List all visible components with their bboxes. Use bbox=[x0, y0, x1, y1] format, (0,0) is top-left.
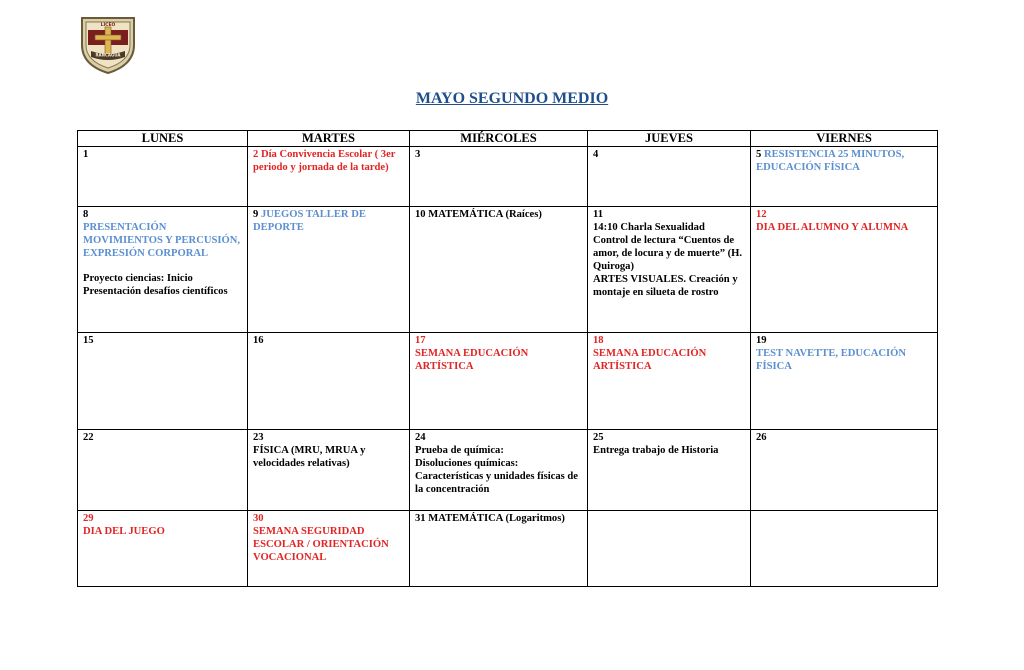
day-event: SEMANA SEGURIDAD ESCOLAR / ORIENTACIÓN VOCACIONAL bbox=[253, 526, 389, 564]
week-row bbox=[78, 511, 938, 587]
day-number: 8 bbox=[83, 209, 89, 221]
calendar-table bbox=[77, 130, 938, 587]
day-cell-31 bbox=[410, 511, 588, 587]
day-note: Presentación desafíos científicos bbox=[83, 285, 228, 297]
day-number: 18 bbox=[593, 335, 604, 347]
school-crest-logo bbox=[79, 15, 137, 75]
day-note: Entrega trabajo de Historia bbox=[593, 445, 719, 457]
day-number: 12 bbox=[756, 209, 767, 221]
day-note: Disoluciones químicas: bbox=[415, 458, 519, 470]
day-number: 25 bbox=[593, 432, 604, 444]
day-cell-19 bbox=[751, 333, 938, 430]
day-cell-23 bbox=[248, 430, 410, 511]
day-event: SEMANA EDUCACIÓN ARTÍSTICA bbox=[415, 348, 529, 373]
day-event: 31 MATEMÁTICA (Logaritmos) bbox=[415, 513, 565, 525]
day-cell-30 bbox=[248, 511, 410, 587]
day-cell-10 bbox=[410, 207, 588, 333]
day-cell-15 bbox=[78, 333, 248, 430]
day-cell-empty bbox=[751, 511, 938, 587]
day-number: 17 bbox=[415, 335, 426, 347]
header-lunes: LUNES bbox=[78, 131, 248, 147]
day-cell-12 bbox=[751, 207, 938, 333]
day-number: 9 bbox=[253, 209, 259, 221]
day-event: DIA DEL ALUMNO Y ALUMNA bbox=[756, 222, 909, 234]
day-cell-empty bbox=[588, 511, 751, 587]
day-number: 23 bbox=[253, 432, 264, 444]
day-cell-4 bbox=[588, 147, 751, 207]
day-cell-5 bbox=[751, 147, 938, 207]
day-number: 26 bbox=[756, 432, 767, 444]
day-cell-24 bbox=[410, 430, 588, 511]
week-row bbox=[78, 147, 938, 207]
day-cell-22 bbox=[78, 430, 248, 511]
day-number: 5 bbox=[756, 149, 762, 161]
day-event: 10 MATEMÁTICA (Raíces) bbox=[415, 209, 542, 221]
header-martes: MARTES bbox=[248, 131, 410, 147]
day-number: 1 bbox=[83, 149, 89, 161]
day-cell-2 bbox=[248, 147, 410, 207]
day-event: JUEGOS TALLER DE DEPORTE bbox=[253, 209, 366, 234]
day-number: 4 bbox=[593, 149, 599, 161]
week-row bbox=[78, 430, 938, 511]
day-cell-29 bbox=[78, 511, 248, 587]
day-number: 11 bbox=[593, 209, 604, 221]
day-event: SEMANA EDUCACIÓN ARTÍSTICA bbox=[593, 348, 707, 373]
weekday-header-row bbox=[78, 131, 938, 147]
week-row bbox=[78, 207, 938, 333]
day-number: 29 bbox=[83, 513, 94, 525]
day-event: RESISTENCIA 25 MINUTOS, EDUCACIÓN FÍSICA bbox=[756, 149, 905, 174]
header-miercoles: MIÉRCOLES bbox=[410, 131, 588, 147]
day-cell-26 bbox=[751, 430, 938, 511]
day-number: 30 bbox=[253, 513, 264, 525]
day-number: 24 bbox=[415, 432, 426, 444]
week-row bbox=[78, 333, 938, 430]
day-note: ARTES VISUALES. Creación y montaje en silueta de rostro bbox=[593, 273, 738, 298]
day-number: 3 bbox=[415, 149, 421, 161]
day-cell-25 bbox=[588, 430, 751, 511]
logo-bottom-text: RANCAGUA bbox=[95, 52, 121, 58]
day-event: PRESENTACIÓN MOVIMIENTOS Y PERCUSIÓN, EXPRESIÓN CORPORAL bbox=[83, 222, 241, 260]
header-jueves: JUEVES bbox=[588, 131, 751, 147]
day-number: 15 bbox=[83, 335, 94, 347]
day-cell-17 bbox=[410, 333, 588, 430]
day-cell-3 bbox=[410, 147, 588, 207]
logo-top-text: LICEO bbox=[100, 23, 116, 28]
day-note: 14:10 Charla Sexualidad bbox=[593, 222, 705, 234]
day-number: 16 bbox=[253, 335, 264, 347]
day-note: Proyecto ciencias: Inicio bbox=[83, 272, 193, 284]
page-title: MAYO SEGUNDO MEDIO bbox=[415, 90, 609, 107]
day-number: 22 bbox=[83, 432, 94, 444]
day-cell-1 bbox=[78, 147, 248, 207]
day-event: 2 Día Convivencia Escolar ( 3er periodo y jornada de la tarde) bbox=[253, 149, 396, 174]
day-note: FÍSICA (MRU, MRUA y velocidades relativas) bbox=[253, 445, 366, 470]
day-event: TEST NAVETTE, EDUCACIÓN FÍSICA bbox=[756, 348, 907, 373]
day-number: 19 bbox=[756, 335, 767, 347]
day-event: DIA DEL JUEGO bbox=[83, 526, 165, 538]
header-viernes: VIERNES bbox=[751, 131, 938, 147]
day-note: Prueba de química: bbox=[415, 445, 504, 457]
day-note: Características y unidades físicas de la concentración bbox=[415, 471, 579, 495]
day-cell-11 bbox=[588, 207, 751, 333]
day-cell-8 bbox=[78, 207, 248, 333]
day-note: Control de lectura “Cuentos de amor, de locura y de muerte” (H. Quiroga) bbox=[593, 235, 743, 272]
day-cell-18 bbox=[588, 333, 751, 430]
day-cell-16 bbox=[248, 333, 410, 430]
day-cell-9 bbox=[248, 207, 410, 333]
